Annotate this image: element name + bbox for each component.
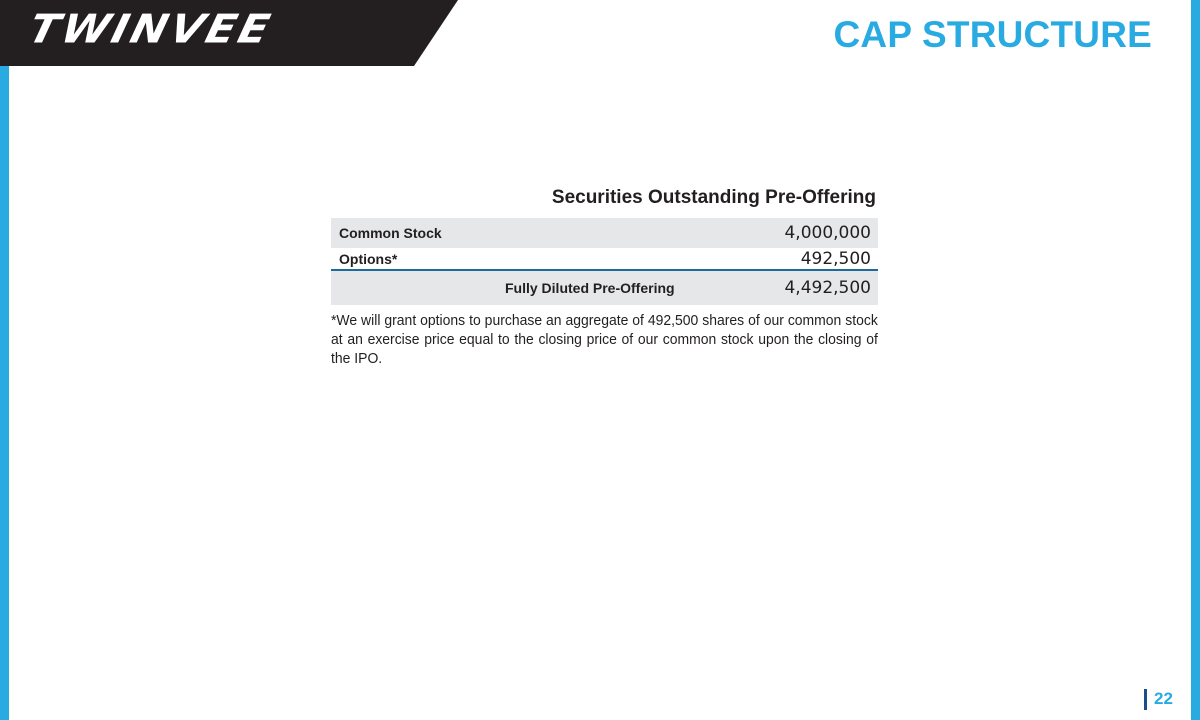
table-row-common-stock (331, 218, 878, 248)
right-accent-bar (1191, 0, 1200, 720)
total-value: 4,492,500 (784, 278, 871, 298)
table-row-options (331, 248, 878, 271)
row-value: 4,000,000 (784, 223, 871, 243)
logo-banner (0, 0, 458, 66)
footnote: *We will grant options to purchase an aggregate of 492,500 shares of our common stock at an exercise price equal to the closing price of our common stock upon the closing of the IPO. (331, 312, 878, 367)
page-number-block (1144, 688, 1173, 710)
row-value: 492,500 (800, 248, 871, 269)
table-row-total (331, 271, 878, 305)
left-accent-bar (0, 0, 9, 720)
cap-table (331, 184, 878, 368)
page-title: CAP STRUCTURE (833, 14, 1152, 55)
row-label: Options* (339, 250, 398, 267)
total-label: Fully Diluted Pre-Offering (505, 280, 675, 296)
page-number-divider (1144, 689, 1147, 710)
page-number: 22 (1154, 689, 1173, 708)
company-logo: TWINVEE (23, 6, 278, 53)
row-label: Common Stock (339, 225, 442, 241)
table-title: Securities Outstanding Pre-Offering (551, 187, 876, 208)
